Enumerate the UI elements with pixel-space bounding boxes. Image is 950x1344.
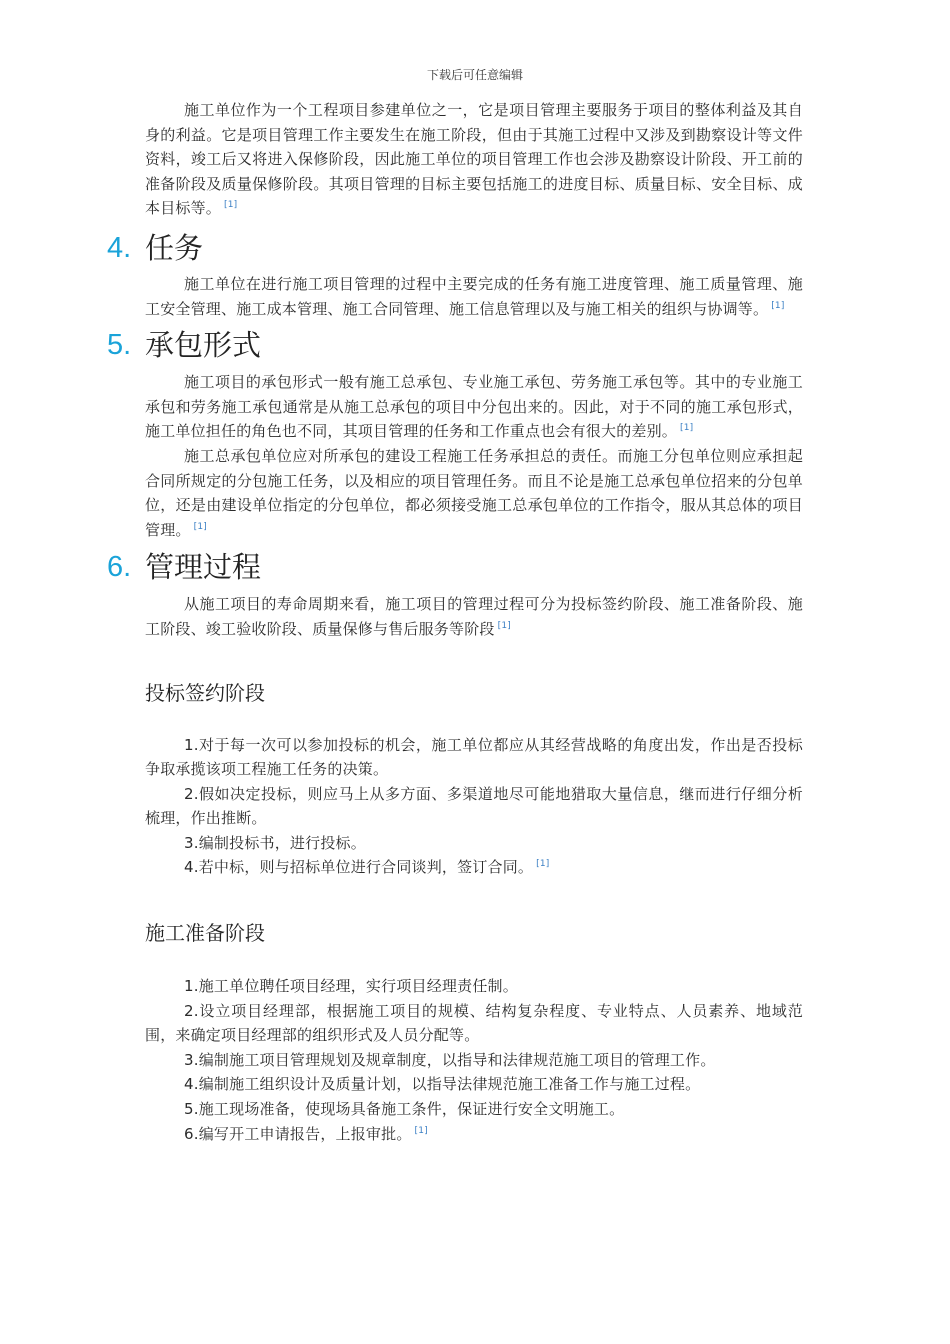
list-item-text: 对于每一次可以参加投标的机会，施工单位都应从其经营战略的角度出发，作出是否投标争取承揽该项工程施工任务的决策。 <box>145 735 803 779</box>
section-title: 承包形式 <box>145 328 262 363</box>
list-item <box>145 1097 803 1122</box>
citation-link[interactable]: [1] <box>497 620 511 631</box>
section-title: 管理过程 <box>145 550 262 585</box>
list-item <box>145 1122 803 1147</box>
list-item <box>145 782 803 831</box>
list-item <box>145 855 803 880</box>
contract-forms-paragraph-2 <box>145 444 803 542</box>
list-item-text: 假如决定投标，则应马上从多方面、多渠道地尽可能地猎取大量信息，继而进行仔细分析梳理，作出推断。 <box>145 784 803 828</box>
section-heading-tasks <box>107 226 803 270</box>
section-heading-management-process <box>107 545 803 589</box>
list-item-number: 5. <box>184 1100 199 1119</box>
list-item <box>145 974 803 999</box>
list-item-text: 编写开工申请报告，上报审批。 <box>198 1124 412 1143</box>
list-item-text: 若中标，则与招标单位进行合同谈判，签订合同。 <box>198 858 534 877</box>
paragraph-text: 施工单位在进行施工项目管理的过程中主要完成的任务有施工进度管理、施工质量管理、施工安全管理、施工成本管理、施工合同管理、施工信息管理以及与施工相关的组织与协调等。 <box>145 274 803 318</box>
management-process-paragraph <box>145 592 803 641</box>
list-item-text: 编制施工组织设计及质量计划，以指导法律规范施工准备工作与施工过程。 <box>198 1075 701 1094</box>
contract-forms-paragraph-1 <box>145 370 803 444</box>
list-item <box>145 831 803 856</box>
list-item-number: 3. <box>184 833 199 852</box>
list-item <box>145 733 803 782</box>
subheading-bidding-stage: 投标签约阶段 <box>145 680 265 705</box>
list-item-number: 1. <box>184 735 199 754</box>
citation-link[interactable]: [1] <box>680 423 694 434</box>
citation-link[interactable]: [1] <box>224 200 238 211</box>
intro-paragraph <box>145 98 803 221</box>
tasks-paragraph <box>145 272 803 321</box>
list-item-number: 4. <box>184 858 199 877</box>
subheading-preparation-stage: 施工准备阶段 <box>145 921 265 946</box>
section-title: 任务 <box>145 230 204 265</box>
paragraph-text: 施工单位作为一个工程项目参建单位之一，它是项目管理主要服务于项目的整体利益及其自身的利益。它是项目管理工作主要发生在施工阶段，但由于其施工过程中又涉及到勘察设计等文件资料，竣工后又将进入保修阶段，因此施工单位的项目管理工作也会涉及勘察设计阶段、开工前的准备阶段及质量保修阶段。其项目管理的目标主要包括施工的进度目标、质量目标、安全目标、成本目标等。 <box>145 101 803 218</box>
list-item-text: 编制施工项目管理规划及规章制度，以指导和法律规范施工项目的管理工作。 <box>198 1050 716 1069</box>
citation-link[interactable]: [1] <box>193 521 207 532</box>
list-item-number: 3. <box>184 1050 199 1069</box>
citation-link[interactable]: [1] <box>771 300 785 311</box>
page-header: 下载后可任意编辑 <box>426 68 523 82</box>
document-body <box>107 98 803 1146</box>
list-item-number: 1. <box>184 977 199 996</box>
paragraph-text: 施工总承包单位应对所承包的建设工程施工任务承担总的责任。而施工分包单位则应承担起合同所规定的分包施工任务，以及相应的项目管理任务。而且不论是施工总承包单位招来的分包单位，还是由建设单位指定的分包单位，都必须接受施工总承包单位的工作指令，服从其总体的项目管理。 <box>145 446 803 539</box>
section-number: 4. <box>107 231 132 264</box>
paragraph-text: 施工项目的承包形式一般有施工总承包、专业施工承包、劳务施工承包等。其中的专业施工承包和劳务施工承包通常是从施工总承包的项目中分包出来的。因此，对于不同的施工承包形式，施工单位担任的角色也不同，其项目管理的任务和工作重点也会有很大的差别。 <box>145 373 803 441</box>
list-item <box>145 1048 803 1073</box>
bidding-stage-list <box>145 733 803 881</box>
list-item-text: 施工单位聘任项目经理，实行项目经理责任制。 <box>198 977 518 996</box>
list-item <box>145 999 803 1048</box>
list-item-number: 4. <box>184 1075 199 1094</box>
list-item-number: 6. <box>184 1124 199 1143</box>
section-heading-contract-forms <box>107 323 803 367</box>
list-item-text: 设立项目经理部，根据施工项目的规模、结构复杂程度、专业特点、人员素养、地域范围，来确定项目经理部的组织形式及人员分配等。 <box>145 1001 803 1045</box>
section-number: 6. <box>107 551 132 584</box>
citation-link[interactable]: [1] <box>536 859 550 870</box>
paragraph-text: 从施工项目的寿命周期来看，施工项目的管理过程可分为投标签约阶段、施工准备阶段、施工阶段、竣工验收阶段、质量保修与售后服务等阶段 <box>145 595 803 638</box>
list-item-number: 2. <box>184 784 199 803</box>
list-item-text: 施工现场准备，使现场具备施工条件，保证进行安全文明施工。 <box>198 1100 625 1119</box>
list-item-text: 编制投标书，进行投标。 <box>198 833 366 852</box>
list-item-number: 2. <box>184 1001 199 1020</box>
citation-link[interactable]: [1] <box>414 1125 428 1136</box>
list-item <box>145 1072 803 1097</box>
section-number: 5. <box>107 329 132 362</box>
preparation-stage-list <box>145 974 803 1146</box>
